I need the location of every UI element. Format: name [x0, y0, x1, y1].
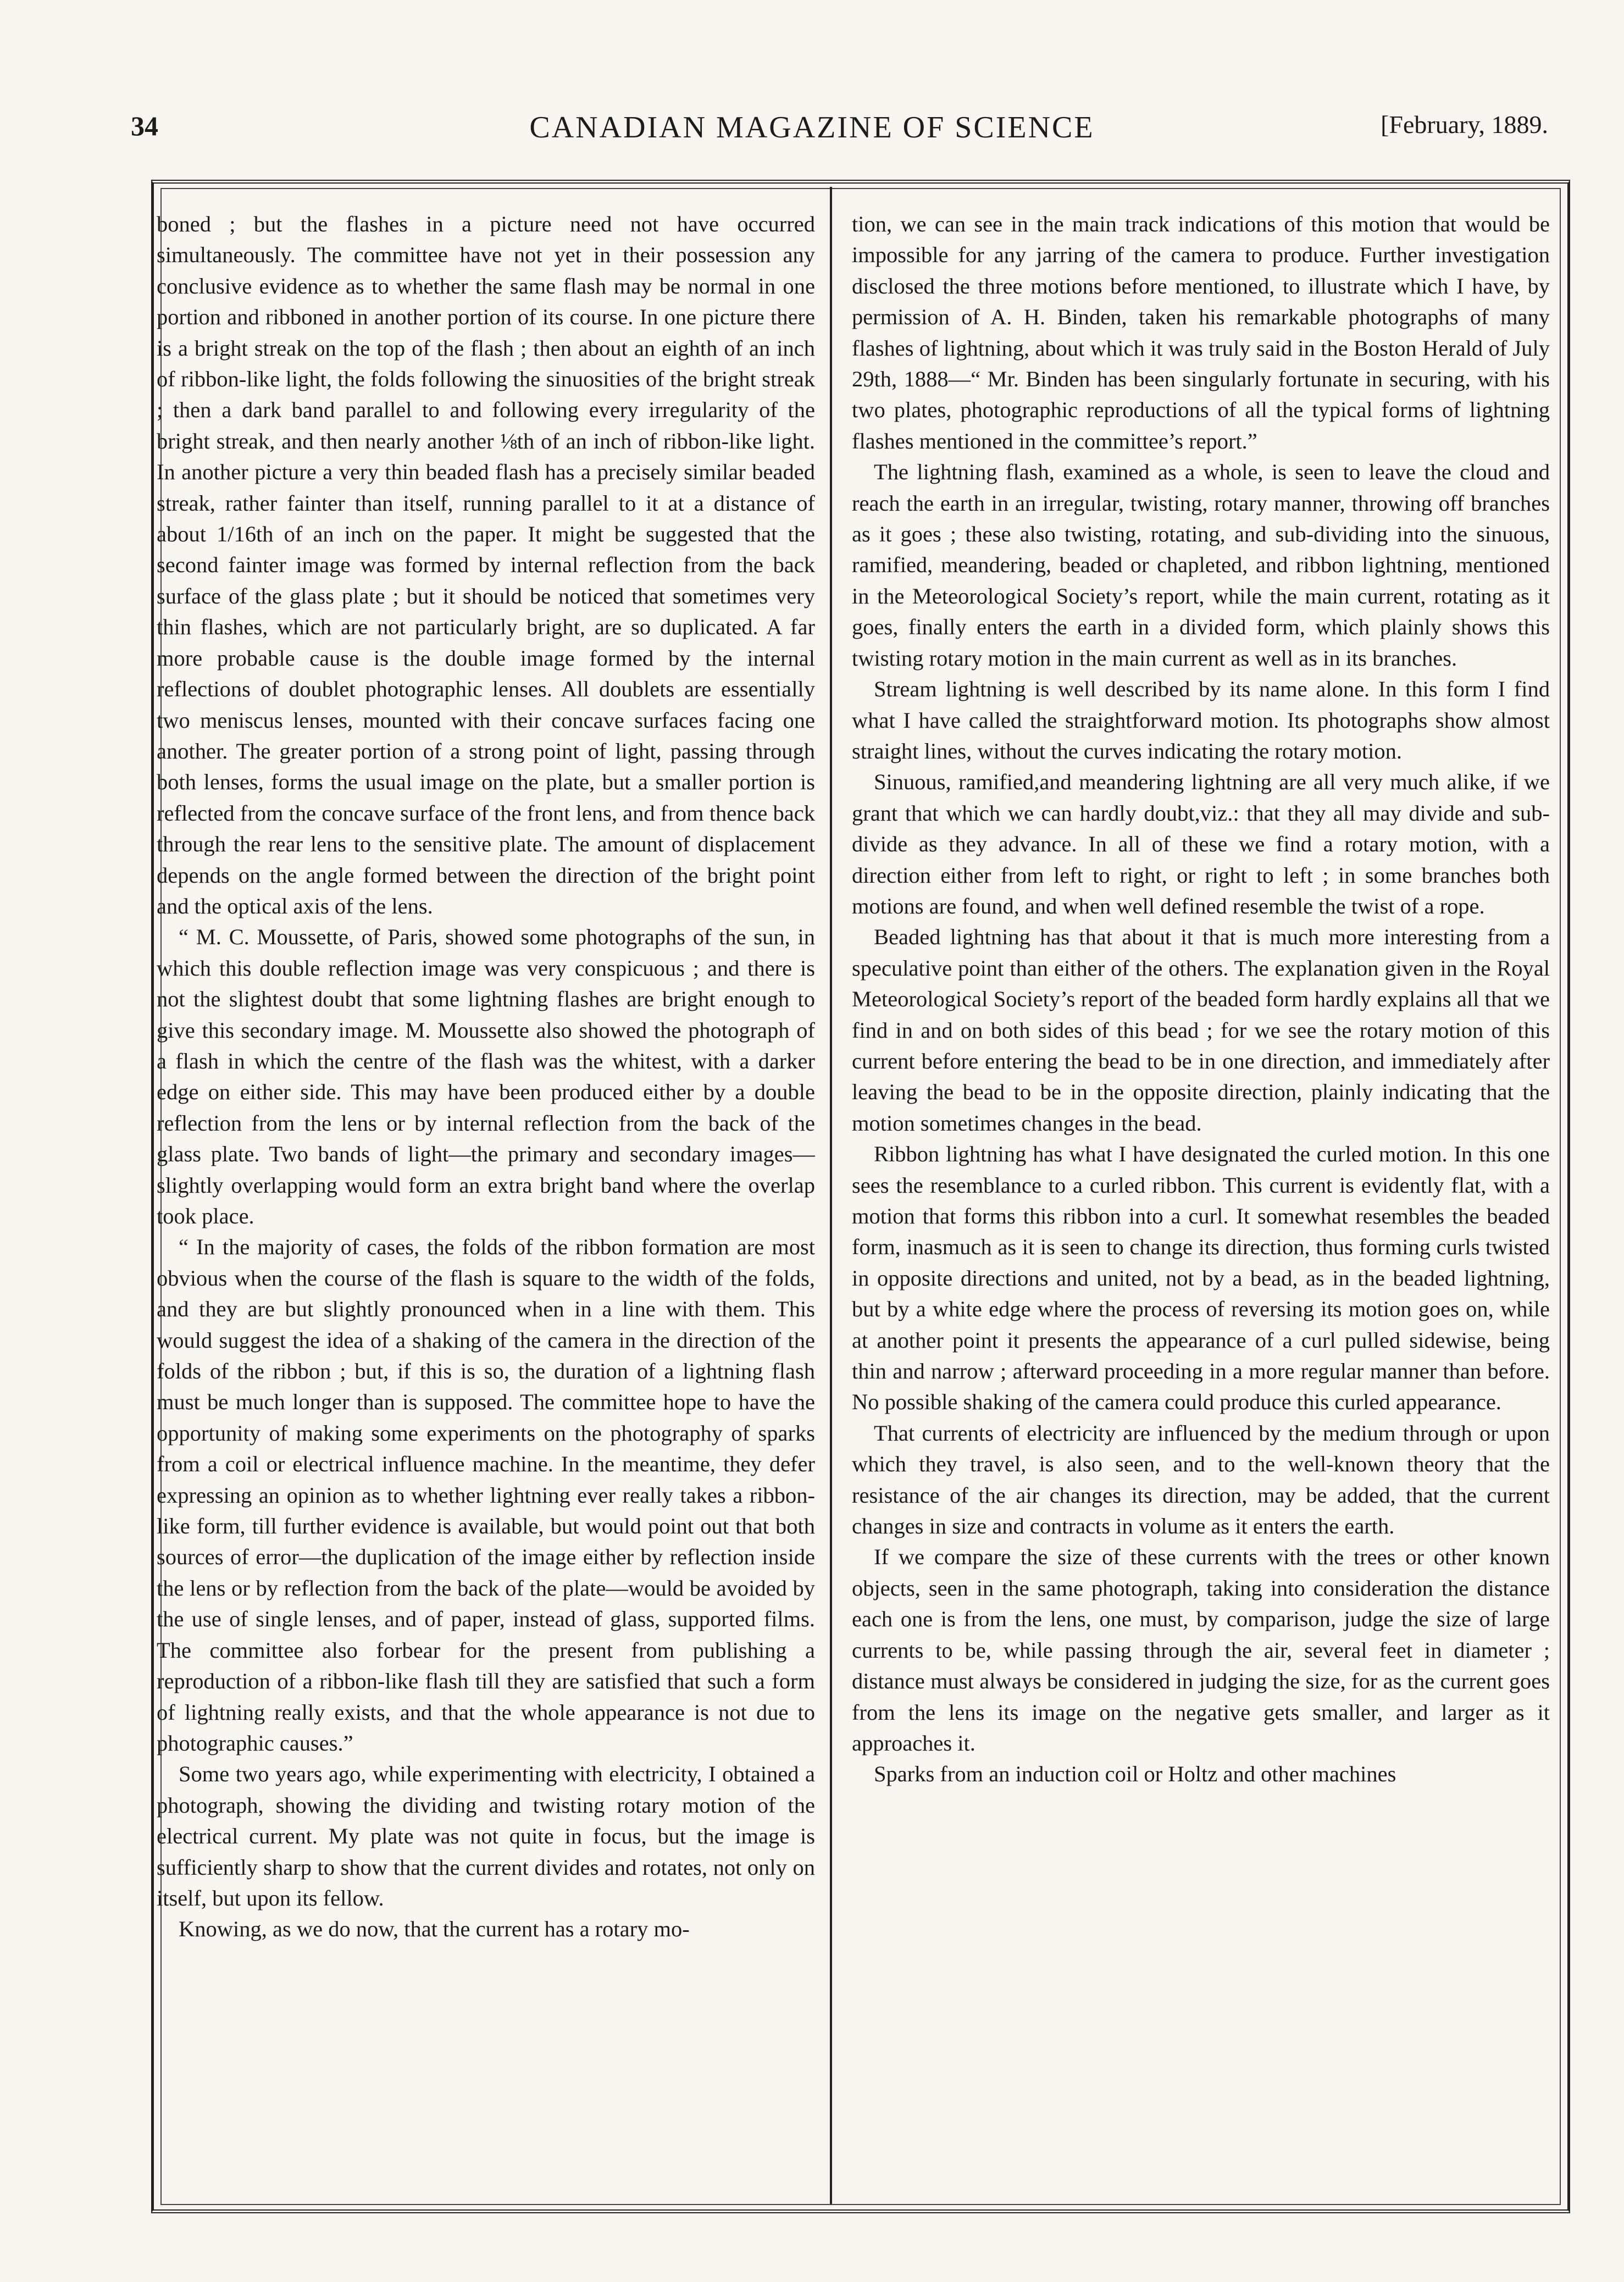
running-title: CANADIAN MAGAZINE OF SCIENCE — [529, 110, 1095, 145]
column-divider — [830, 187, 832, 2204]
paragraph: Sparks from an induction coil or Holtz and other machines — [874, 1762, 1396, 1787]
paragraph: Knowing, as we do now, that the current has a rotary mo- — [179, 1917, 690, 1942]
page-header — [0, 110, 1624, 154]
paragraph: Ribbon lightning has what I have designated the curled motion. In this one sees the resemblance to a curled ribbon. This current is evidently flat, with a motion that forms this ribbon into a curl. It somewhat resembles the beaded form, inasmuch as it is seen to change its direction, thus forming curls twisted in opposite directions and united, not by a bead, as in the beaded lightning, but by a white edge where the process of reversing its motion goes on, while at another point it presents the appearance of a curl pulled sidewise, being thin and narrow ; afterward proceeding in a more regular manner than before. No possible shaking of the camera could produce this curled appearance. — [852, 1142, 1550, 1415]
paragraph: The lightning flash, examined as a whole, is seen to leave the cloud and reach the earth in an irregular, twisting, rotary manner, throwing off branches as it goes ; these also twisting, rotating, and sub-dividing into the sinuous, ramified, meandering, beaded or chapleted, and ribbon lightning, mentioned in the Meteorological Society’s report, while the main current, rotating as it goes, finally enters the earth in a divided form, which plainly shows this twisting rotary motion in the main current as well as in its branches. — [852, 459, 1550, 671]
paragraph: boned ; but the flashes in a picture need not have occurred simultaneously. The committee have not yet in their possession any conclusive evidence as to whether the same flash may be normal in one portion and ribboned in another portion of its course. In one picture there is a bright streak on the top of the flash ; then about an eighth of an inch of ribbon-like light, the folds following the sinuosities of the bright streak ; then a dark band parallel to and following every irregularity of the bright streak, and then nearly another ⅛th of an inch of ribbon-like light. In another picture a very thin beaded flash has a precisely similar beaded streak, rather fainter than itself, running parallel to it at a distance of about 1/16th of an inch on the paper. It might be suggested that the second fainter image was formed by internal reflection from the back surface of the glass plate ; but it should be noticed that sometimes very thin flashes, which are not particularly bright, are so duplicated. A far more probable cause is the double image formed by the internal reflections of doublet photographic lenses. All doublets are essentially two meniscus lenses, mounted with their concave surfaces facing one another. The greater portion of a strong point of light, passing through both lenses, forms the usual image on the plate, but a smaller portion is reflected from the concave surface of the front lens, and from thence back through the rear lens to the sensitive plate. The amount of displacement depends on the angle formed between the direction of the bright point and the optical axis of the lens. — [157, 212, 815, 918]
paragraph: That currents of electricity are influenced by the medium through or upon which they travel, is also seen, and to the well-known theory that the resistance of the air changes its direction, may be added, that the current changes in size and contracts in volume as it enters the earth. — [852, 1420, 1550, 1539]
paragraph: “ In the majority of cases, the folds of the ribbon formation are most obvious when the course of the flash is square to the width of the folds, and they are but slightly pronounced when in a line with them. This would suggest the idea of a shaking of the camera in the direction of the folds of the ribbon ; but, if this is so, the duration of a lightning flash must be much longer than is supposed. The committee hope to have the opportunity of making some experiments on the photography of sparks from a coil or electrical influence machine. In the meantime, they defer expressing an opinion as to whether lightning ever really takes a ribbon-like form, till further evidence is available, but would point out that both sources of error—the duplication of the image either by reflection inside the lens or by reflection from the back of the plate—would be avoided by the use of single lenses, and of paper, instead of glass, supported films. The committee also forbear for the present from publishing a reproduction of a ribbon-like flash till they are satisfied that such a form of lightning really exists, and that the whole appearance is not due to photographic causes.” — [157, 1234, 815, 1755]
paragraph: tion, we can see in the main track indications of this motion that would be impossible for any jarring of the camera to produce. Further investigation disclosed the three motions before mentioned, to illustrate which I have, by permission of A. H. Binden, taken his remarkable photographs of many flashes of lightning, about which it was truly said in the Boston Herald of July 29th, 1888—“ Mr. Binden has been singularly fortunate in securing, with his two plates, photographic reproductions of all the typical forms of lightning flashes mentioned in the committee’s report.” — [852, 212, 1550, 453]
left-column — [157, 209, 815, 2187]
paragraph: Sinuous, ramified,and meandering lightning are all very much alike, if we grant that which we can hardly doubt,viz.: that they all may divide and sub-divide as they advance. In all of these we find a rotary motion, with a direction either from left to right, or right to left ; in some branches both motions are found, and when well defined resemble the twist of a rope. — [852, 769, 1550, 918]
issue-date: [February, 1889. — [1381, 110, 1548, 139]
right-column — [852, 209, 1550, 2187]
paragraph: Some two years ago, while experimenting with electricity, I obtained a photograph, showing the dividing and twisting rotary motion of the electrical current. My plate was not quite in focus, but the image is sufficiently sharp to show that the current divides and rotates, not only on itself, but upon its fellow. — [157, 1762, 815, 1910]
paragraph: “ M. C. Moussette, of Paris, showed some photographs of the sun, in which this double reflection image was very conspicuous ; and there is not the slightest doubt that some lightning flashes are bright enough to give this secondary image. M. Moussette also showed the photograph of a flash in which the centre of the flash was the whitest, with a darker edge on either side. This may have been produced either by a double reflection from the lens or by internal reflection from the back of the glass plate. Two bands of light—the primary and secondary images—slightly overlapping would form an extra bright band where the overlap took place. — [157, 924, 815, 1228]
paragraph: If we compare the size of these currents with the trees or other known objects, seen in the same photograph, taking into consideration the distance each one is from the lens, one must, by comparison, judge the size of large currents to be, while passing through the air, several feet in diameter ; distance must always be considered in judging the size, for as the current goes from the lens its image on the negative gets smaller, and larger as it approaches it. — [852, 1544, 1550, 1755]
page-number: 34 — [131, 110, 158, 141]
paragraph: Beaded lightning has that about it that is much more interesting from a speculative point than either of the others. The explanation given in the Royal Meteorological Society’s report of the beaded form hardly explains all that we find in and on both sides of this bead ; for we see the rotary motion of this current before entering the bead to be in one direction, and immediately after leaving the bead to be in the opposite direction, plainly indicating that the motion sometimes changes in the bead. — [852, 924, 1550, 1136]
paragraph: Stream lightning is well described by its name alone. In this form I find what I have called the straightforward motion. Its photographs show almost straight lines, without the curves indicating the rotary motion. — [852, 677, 1550, 763]
